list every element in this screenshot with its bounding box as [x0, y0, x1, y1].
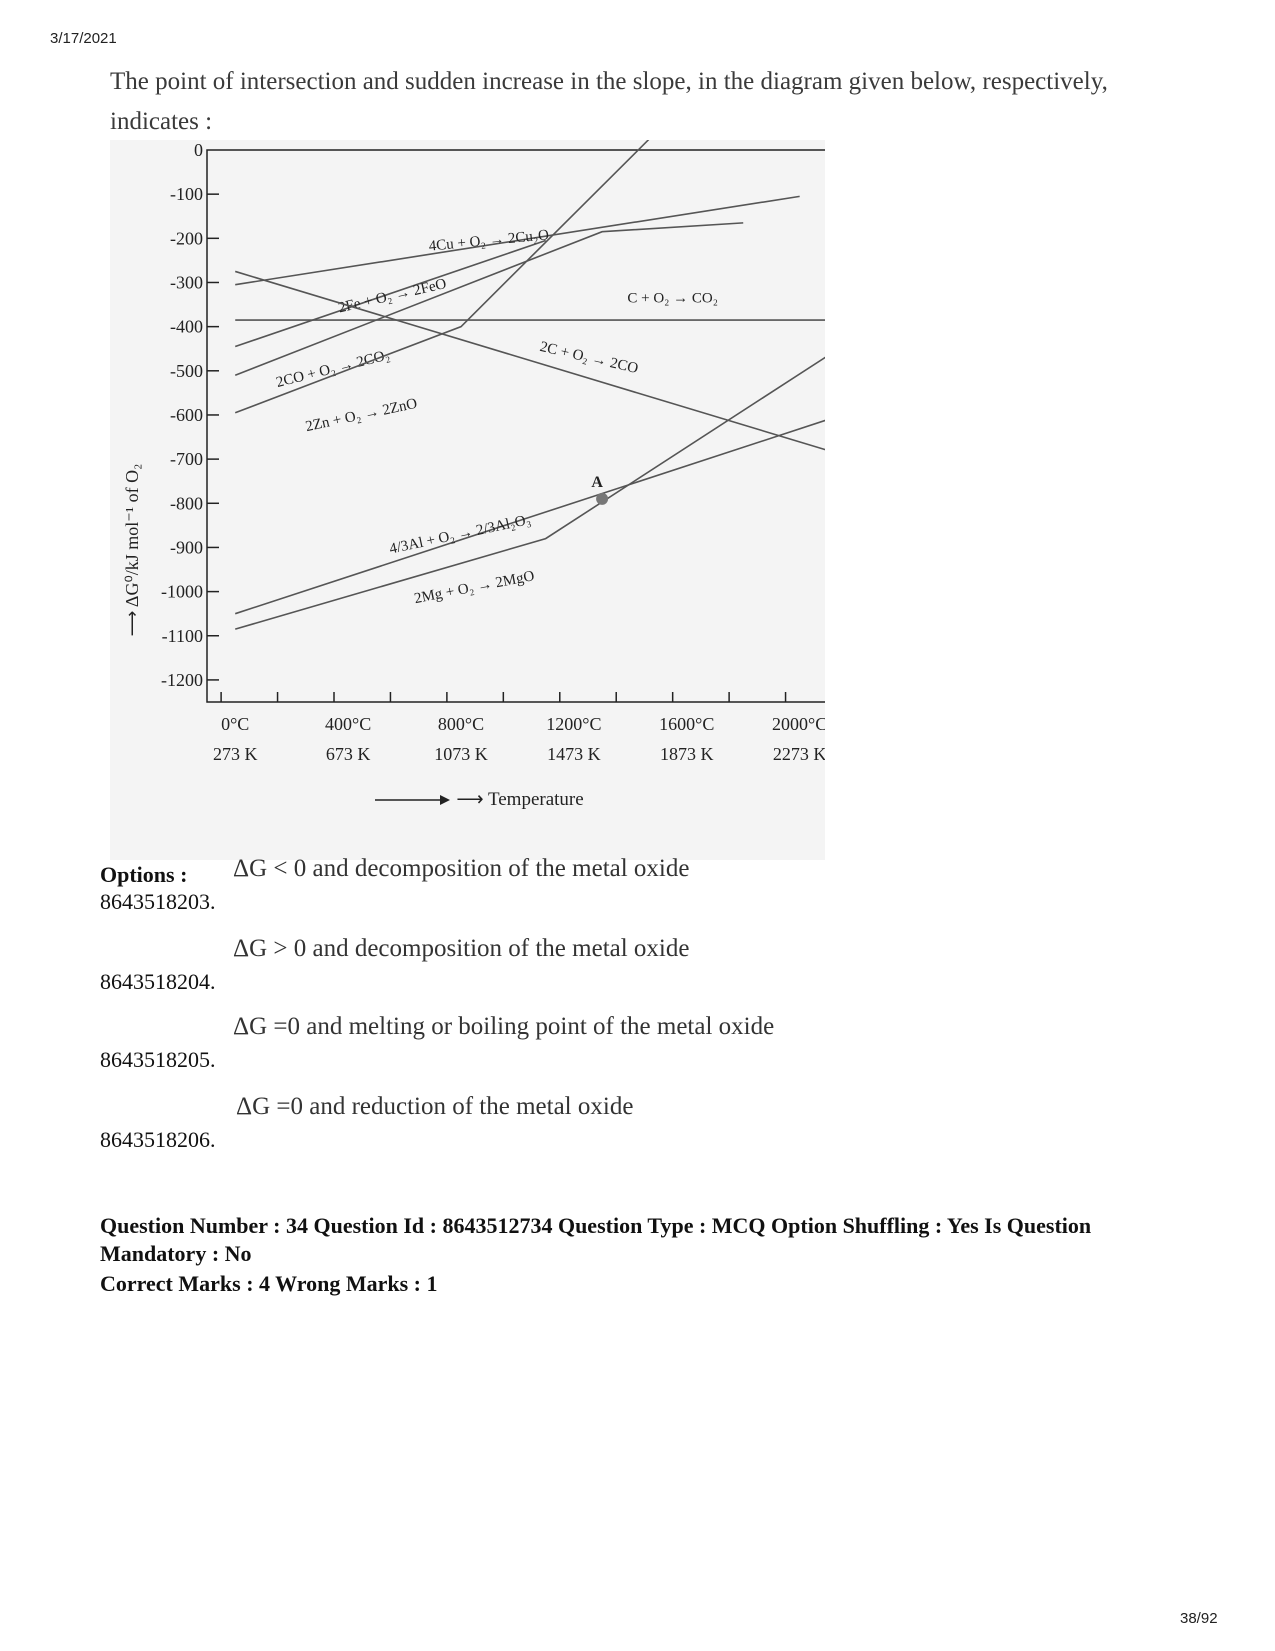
option-id: 8643518204. — [100, 969, 216, 994]
y-tick-label: -400 — [170, 316, 203, 337]
y-tick-label: -500 — [170, 360, 203, 381]
y-tick-label: -200 — [170, 228, 203, 249]
series-label: 2CO + O₂ → 2CO₂ — [274, 347, 392, 391]
option-text: ΔG > 0 and decomposition of the metal oxide — [233, 935, 690, 962]
chart-svg — [110, 140, 825, 860]
x-axis-label: ⟶ Temperature — [456, 789, 584, 810]
point-a-label: A — [591, 473, 603, 491]
series-label: 2Fe + O₂ → 2FeO — [336, 276, 448, 317]
x-tick-label-kelvin: 1073 K — [434, 744, 488, 764]
ellingham-diagram — [110, 140, 825, 860]
y-tick-label: -100 — [170, 184, 203, 205]
series-label: 2Mg + O₂ → 2MgO — [412, 568, 536, 608]
series-label: 4/3Al + O₂ → 2/3Al₂O₃ — [388, 511, 533, 558]
x-tick-label-celsius: 1200°C — [546, 714, 602, 734]
option-id: 8643518205. — [100, 1047, 216, 1072]
question-meta: Question Number : 34 Question Id : 8643512734 Question Type : MCQ Option Shuffling : Yes Is Question Mandatory : No — [100, 1213, 1092, 1266]
series-label: 2Zn + O₂ → 2ZnO — [304, 395, 419, 436]
series-label: 4Cu + O₂ → 2Cu₂O — [428, 227, 550, 255]
option-1[interactable] — [100, 855, 1100, 915]
option-text: ΔG =0 and melting or boiling point of the metal oxide — [233, 1013, 775, 1040]
y-tick-label: -900 — [170, 537, 203, 558]
point-a-marker — [596, 493, 608, 505]
option-4[interactable] — [100, 1093, 1100, 1153]
x-tick-label-kelvin: 273 K — [212, 744, 258, 764]
x-tick-label-celsius: 800°C — [437, 714, 485, 734]
x-axis-arrowhead — [440, 795, 450, 805]
option-text: ΔG < 0 and decomposition of the metal oxide — [233, 855, 690, 882]
x-tick-label-celsius: 400°C — [325, 714, 372, 734]
option-text: ΔG =0 and reduction of the metal oxide — [236, 1093, 634, 1120]
marks-info: Correct Marks : 4 Wrong Marks : 1 — [100, 1271, 438, 1296]
option-id: 8643518203. — [100, 889, 216, 914]
print-date: 3/17/2021 — [50, 30, 117, 47]
options-title: Options : — [100, 862, 188, 887]
y-tick-label: -1200 — [161, 669, 203, 690]
x-tick-label-celsius: 0°C — [221, 714, 250, 734]
question-text: The point of intersection and sudden increase in the slope, in the diagram given below, respectively, indicates : — [110, 68, 1108, 135]
x-tick-label-kelvin: 1473 K — [547, 744, 601, 764]
option-3[interactable] — [100, 1013, 1100, 1073]
y-tick-label: -1000 — [161, 581, 203, 602]
series-label: 2C + O₂ → 2CO — [538, 338, 640, 378]
y-tick-label: -300 — [170, 272, 203, 293]
x-tick-label-celsius: 2000°C — [772, 714, 825, 734]
x-tick-label-kelvin: 2273 K — [772, 744, 825, 764]
page-number: 38/92 — [1180, 1610, 1218, 1627]
y-tick-label: -1100 — [161, 625, 203, 646]
x-tick-label-celsius: 1600°C — [659, 714, 715, 734]
y-tick-label: -600 — [170, 404, 203, 425]
series-label: C + O₂ → CO₂ — [627, 290, 718, 307]
y-tick-label: -700 — [170, 449, 203, 470]
y-tick-label: -800 — [170, 493, 203, 514]
y-tick-label: 0 — [194, 140, 203, 160]
option-id: 8643518206. — [100, 1127, 216, 1152]
option-2[interactable] — [100, 935, 1100, 995]
x-tick-label-kelvin: 1873 K — [660, 744, 714, 764]
y-axis-label: ⟶ ΔG⁰/kJ mol⁻¹ of O₂ — [122, 463, 142, 637]
x-tick-label-kelvin: 673 K — [325, 744, 371, 764]
